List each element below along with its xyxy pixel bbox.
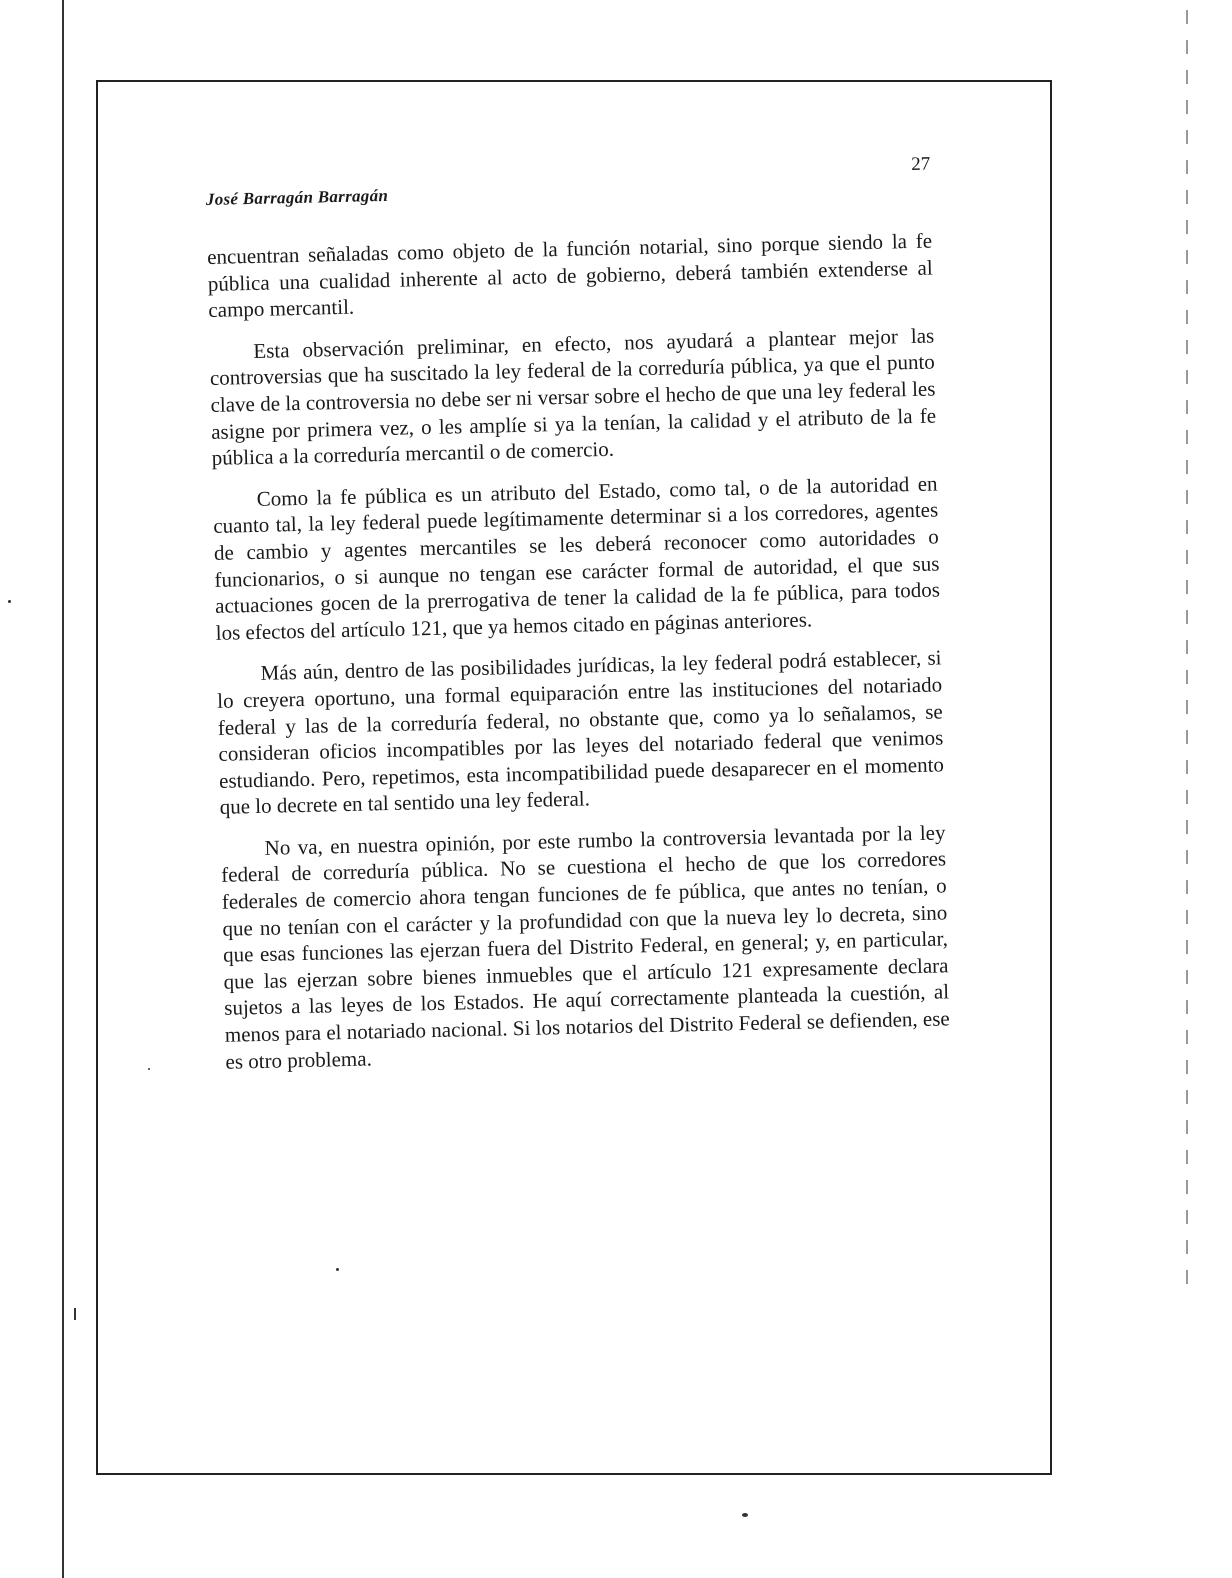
paragraph-2: Esta observación preliminar, en efecto, nos ayudará a plantear mejor las controversias que ha suscitado la ley federal de la correduría pública, ya que el punto clave de la controversia no debe ser ni versar sobre el hecho de que una ley federal les asigne por primera vez, o les amplíe si ya la tenían, la calidad y el atributo de la fe pública a la correduría mercantil o de comercio.: [209, 323, 937, 471]
body-text: [207, 228, 951, 1075]
scan-speck: [74, 1308, 76, 1320]
scan-edge-left: [62, 0, 64, 1578]
scan-speck: [8, 600, 11, 603]
paragraph-4: Más aún, dentro de las posibilidades jurídicas, la ley federal podrá establecer, si lo creyera oportuno, una formal equiparación entre las instituciones del notariado federal y las de la correduría federal, no obstante que, como ya lo señalamos, se consideran oficios incompatibles por las leyes del notariado federal que venimos estudiando. Pero, repetimos, esta incompatibilidad puede desaparecer en el momento que lo decrete en tal sentido una ley federal.: [216, 645, 945, 820]
paragraph-1: encuentran señaladas como objeto de la función notarial, sino porque siendo la fe pública una cualidad inherente al acto de gobierno, deberá también extenderse al campo mercantil.: [206, 228, 933, 323]
scan-speck: [742, 1513, 748, 1517]
scan-speck: [148, 1068, 150, 1070]
paragraph-3: Como la fe pública es un atributo del Estado, como tal, o de la autoridad en cuanto tal, la ley federal puede legítimamente determinar si a los corredores, agentes de cambio y agentes mercantiles se les deberá reconocer como autoridades o funcionarios, o si aunque no tengan ese carácter formal de autoridad, el que sus actuaciones gocen de la prerrogativa de tener la calidad de la fe pública, para todos los efectos del artículo 121, que ya hemos citado en páginas anteriores.: [213, 471, 941, 645]
page-content: [205, 144, 951, 1090]
scan-speck: [336, 1268, 339, 1271]
paragraph-5: No va, en nuestra opinión, por este rumbo la controversia levantada por la ley federal de correduría pública. No se cuestiona el hecho de que los corredores federales de comercio ahora tengan funciones de fe pública, que antes no tenían, o que no tenían con el carácter y la profundidad con que la nueva ley lo decreta, sino que esas funciones las ejerzan fuera del Distrito Federal, en general; y, en particular, que las ejerzan sobre bienes inmuebles que el artículo 121 expresamente declara sujetos a las leyes de los Estados. He aquí correctamente planteada la cuestión, al menos para el notariado nacional. Si los notarios del Distrito Federal se defienden, ese es otro problema.: [220, 820, 950, 1074]
page-number: 27: [911, 153, 931, 175]
running-head-author: José Barragán Barragán: [205, 185, 389, 209]
scan-edge-right: [1186, 10, 1188, 1300]
